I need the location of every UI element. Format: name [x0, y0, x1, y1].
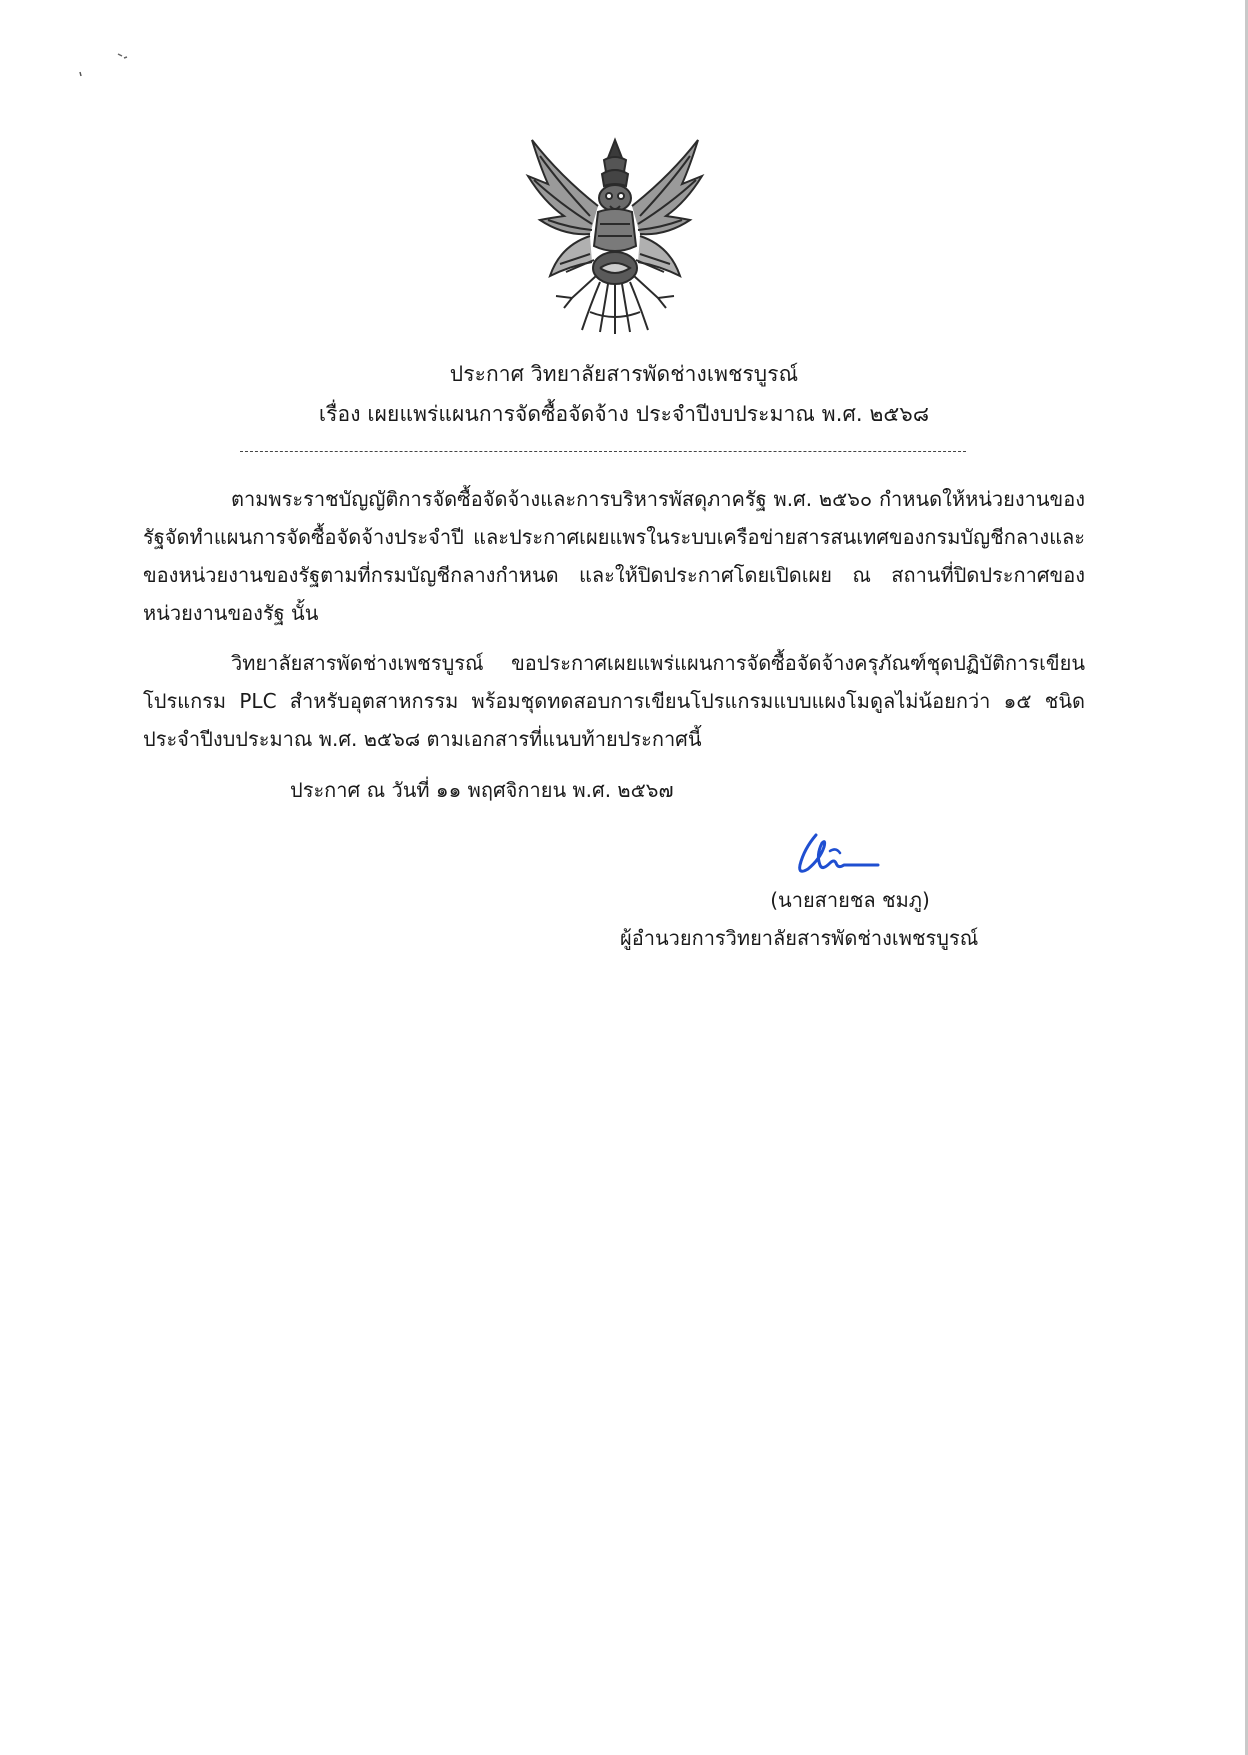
handwritten-signature: [786, 825, 882, 879]
signer-name: (นายสายชล ชมภู): [770, 888, 930, 912]
body-paragraph-1: [143, 480, 1085, 632]
paragraph-2-text: วิทยาลัยสารพัดช่างเพชรบูรณ์ ขอประกาศเผยแพร่แผนการจัดซื้อจัดจ้างครุภัณฑ์ชุดปฏิบัติการเขียนโปรแกรม PLC สำหรับอุตสาหกรรม พร้อมชุดทดสอบการเขียนโปรแกรมแบบแผงโมดูลไม่น้อยกว่า ๑๕ ชนิด ประจำปีงบประมาณ พ.ศ. ๒๕๖๘ ตามเอกสารที่แนบท้ายประกาศนี้: [143, 651, 1085, 751]
signer-position: ผู้อำนวยการวิทยาลัยสารพัดช่างเพชรบูรณ์: [620, 926, 979, 950]
announcement-date: ประกาศ ณ วันที่ ๑๑ พฤศจิกายน พ.ศ. ๒๕๖๗: [290, 778, 674, 802]
garuda-emblem-icon: [520, 136, 710, 336]
announcement-subject: เรื่อง เผยแพร่แผนการจัดซื้อจัดจ้าง ประจำปีงบประมาณ พ.ศ. ๒๕๖๘: [318, 402, 930, 426]
announcement-title: ประกาศ วิทยาลัยสารพัดช่างเพชรบูรณ์: [449, 362, 799, 386]
body-paragraph-2: [143, 644, 1085, 758]
divider-line: [240, 451, 966, 452]
paragraph-1-text: ตามพระราชบัญญัติการจัดซื้อจัดจ้างและการบริหารพัสดุภาครัฐ พ.ศ. ๒๕๖๐ กำหนดให้หน่วยงานของรัฐจัดทำแผนการจัดซื้อจัดจ้างประจำปี และประกาศเผยแพรในระบบเครือข่ายสารสนเทศของกรมบัญชีกลางและของหน่วยงานของรัฐตามที่กรมบัญชีกลางกำหนด และให้ปิดประกาศโดยเปิดเผย ณ สถานที่ปิดประกาศของหน่วยงานของรัฐ นั้น: [143, 487, 1085, 625]
scan-specks: [74, 48, 134, 88]
